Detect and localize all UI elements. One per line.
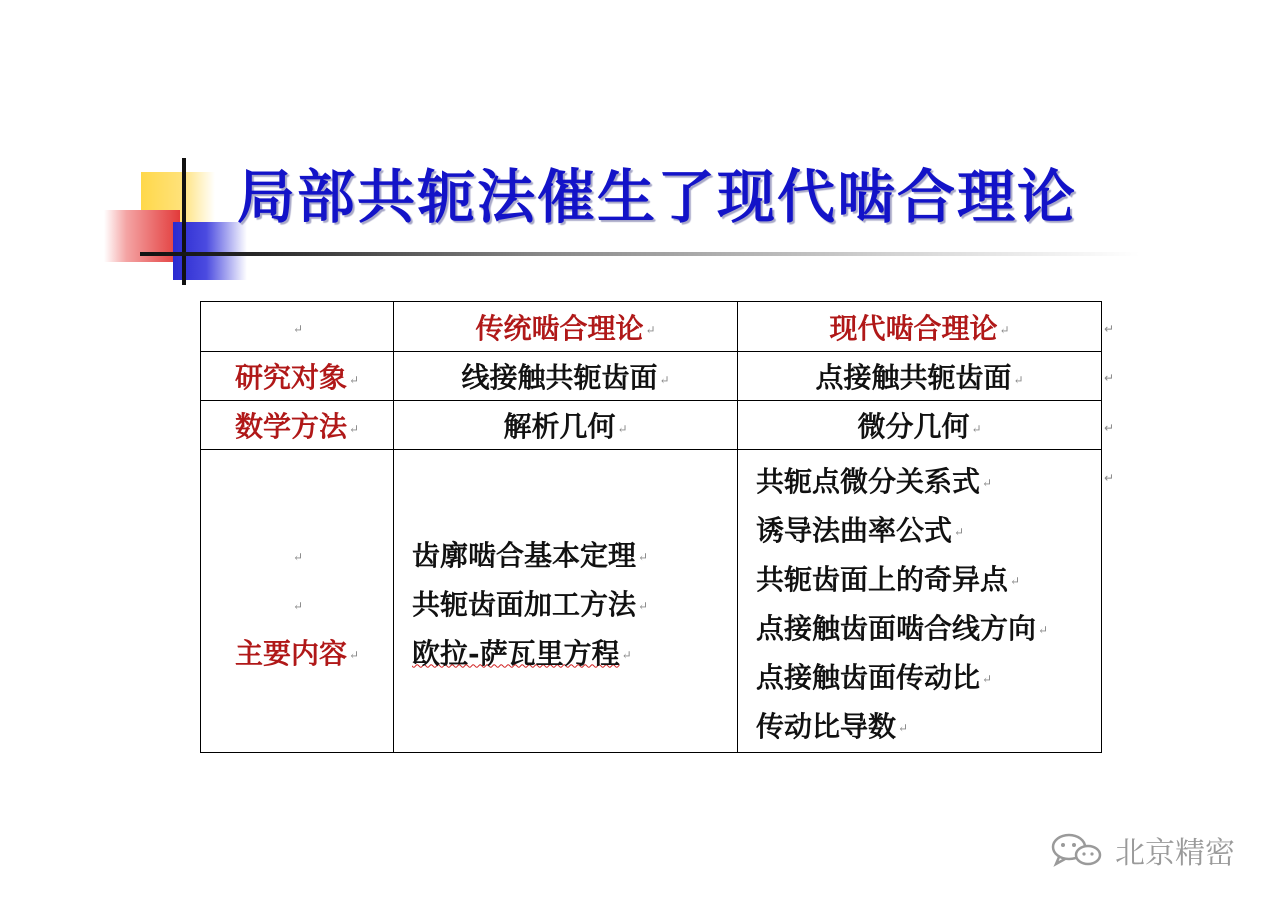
wechat-icon xyxy=(1045,830,1109,870)
table-row xyxy=(201,450,1102,753)
list-item: 共轭齿面上的奇异点 ↵ xyxy=(756,563,1021,596)
footer-watermark xyxy=(1045,828,1235,872)
cell-modern: 点接触共轭齿面 ↵ xyxy=(738,352,1102,401)
header-traditional: 传统啮合理论 ↵ xyxy=(394,302,738,352)
table-header-row xyxy=(201,302,1102,352)
side-para-mark: ↵ xyxy=(1104,471,1115,485)
side-para-mark: ↵ xyxy=(1104,322,1115,336)
brand-name: 北京精密 xyxy=(1115,836,1235,871)
comparison-table xyxy=(200,301,1102,753)
list-item: 共轭点微分关系式 ↵ xyxy=(756,465,993,498)
list-item: 欧拉-萨瓦里方程 ↵ xyxy=(412,636,632,670)
cell-traditional xyxy=(394,450,738,753)
cell-modern: 微分几何 ↵ xyxy=(738,401,1102,450)
row-label: 数学方法 ↵ xyxy=(201,401,394,450)
table-row xyxy=(201,401,1102,450)
list-item: 传动比导数 ↵ xyxy=(756,710,909,743)
list-item: 点接触齿面啮合线方向 ↵ xyxy=(756,612,1049,645)
list-item: 齿廓啮合基本定理 ↵ xyxy=(412,538,649,572)
title-underline xyxy=(140,252,1140,256)
side-para-mark: ↵ xyxy=(1104,421,1115,435)
row-label: 研究对象 ↵ xyxy=(201,352,394,401)
content-label: 主要内容 xyxy=(234,636,347,670)
side-para-mark: ↵ xyxy=(1104,371,1115,385)
list-item: 共轭齿面加工方法 ↵ xyxy=(412,587,649,621)
table-row xyxy=(201,352,1102,401)
header-modern: 现代啮合理论 ↵ xyxy=(738,302,1102,352)
cell-traditional: 解析几何 ↵ xyxy=(394,401,738,450)
row-label: ↵ ↵ 主要内容 ↵ xyxy=(201,450,394,753)
slide-title: 局部共轭法催生了现代啮合理论 xyxy=(237,163,1078,231)
vertical-rule xyxy=(182,158,186,285)
cell-traditional: 线接触共轭齿面 ↵ xyxy=(394,352,738,401)
list-item: 诱导法曲率公式 ↵ xyxy=(756,514,965,547)
cell-modern xyxy=(738,450,1102,753)
slide-logo-decoration xyxy=(0,0,260,300)
header-empty-cell: ↵ xyxy=(201,302,394,352)
list-item: 点接触齿面传动比 ↵ xyxy=(756,661,993,694)
